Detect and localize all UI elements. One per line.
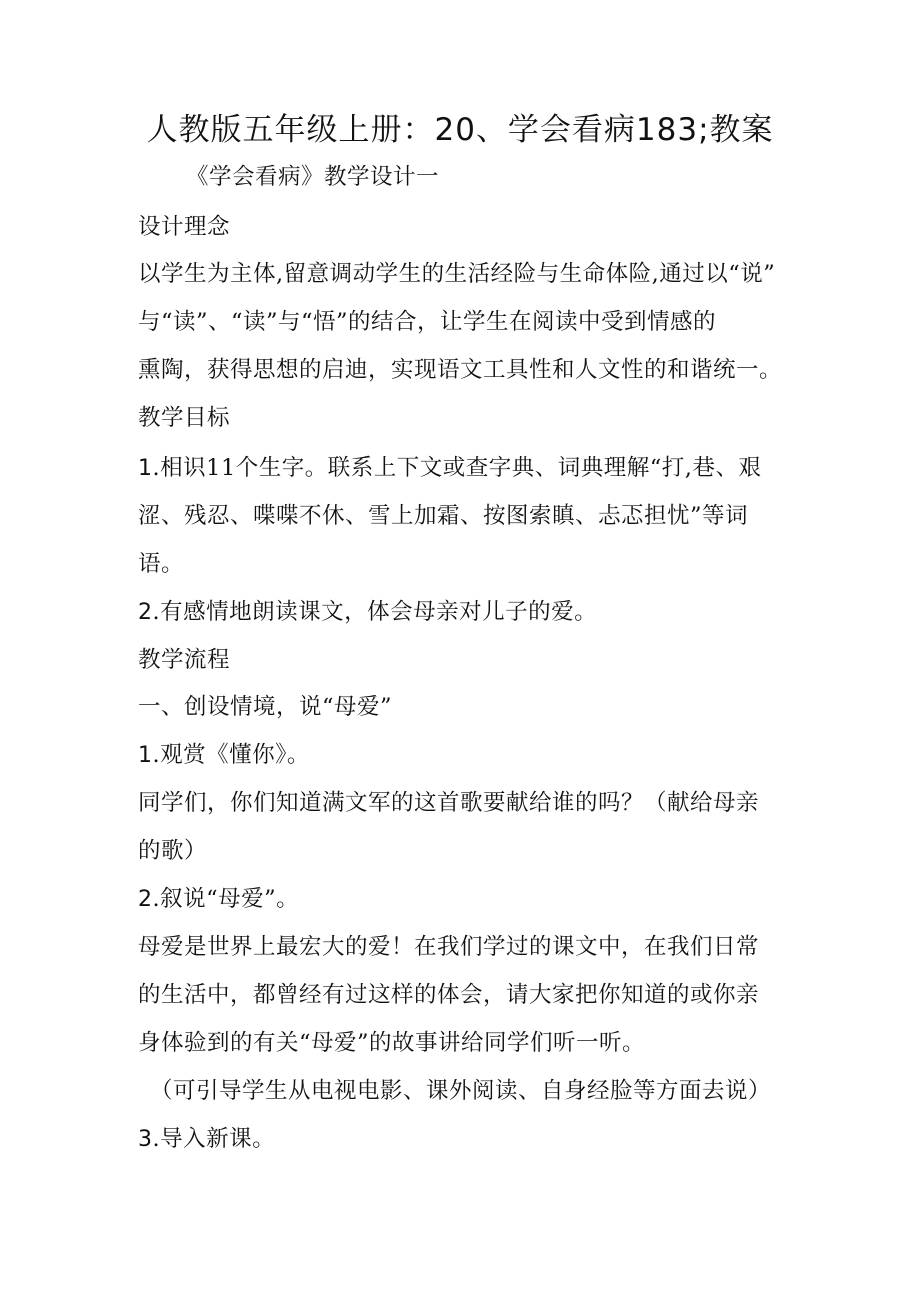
process-step-1 bbox=[138, 740, 798, 771]
section-heading-goals: 教学目标 bbox=[138, 405, 231, 431]
list-text: .相识11个生字。联系上下文或查字典、词典理解“打,巷、艰 bbox=[152, 455, 762, 481]
paragraph-line: 身体验到的有关“母爱”的故事讲给同学们听一听。 bbox=[138, 1030, 646, 1056]
list-text: .有感情地朗读课文，体会母亲对儿子的爱。 bbox=[152, 599, 598, 625]
section-heading-process: 教学流程 bbox=[138, 647, 231, 673]
document-title: 人教版五年级上册：20、学会看病183;教案 bbox=[146, 112, 774, 148]
list-number: 1 bbox=[138, 456, 153, 481]
paragraph-line: 的歌） bbox=[138, 838, 208, 864]
goal-item-2 bbox=[138, 597, 798, 628]
list-number: 3 bbox=[138, 1127, 153, 1152]
paragraph-line: 熏陶，获得思想的启迪，实现语文工具性和人文性的和谐统一。 bbox=[138, 357, 783, 383]
paragraph-line: 涩、残忍、喋喋不休、雪上加霜、按图索瞋、忐忑担忧”等词 bbox=[138, 503, 749, 529]
paragraph-line: 同学们，你们知道满文军的这首歌要献给谁的吗？（献给母亲 bbox=[138, 790, 760, 816]
document-subtitle: 《学会看病》教学设计一 bbox=[186, 164, 440, 190]
paragraph-line: 与“读”、“读”与“悟”的结合，让学生在阅读中受到情感的 bbox=[138, 309, 717, 335]
paragraph-line: 的生活中，都曾经有过这样的体会，请大家把你知道的或你亲 bbox=[138, 982, 760, 1008]
goal-item-1 bbox=[138, 453, 798, 484]
paragraph-line: 以学生为主体,留意调动学生的生活经险与生命体险,通过以“说” bbox=[138, 261, 776, 287]
process-step-3 bbox=[138, 1124, 798, 1155]
list-text: .导入新课。 bbox=[152, 1126, 276, 1152]
list-number: 2 bbox=[138, 600, 153, 625]
list-text: .叙说“母爱”。 bbox=[152, 886, 300, 912]
list-text: .观赏《懂你》。 bbox=[152, 742, 310, 768]
list-number: 2 bbox=[138, 887, 153, 912]
paragraph-line: （可引导学生从电视电影、课外阅读、自身经脸等方面去说） bbox=[150, 1078, 772, 1104]
paragraph-line: 语。 bbox=[138, 551, 185, 577]
process-step-2 bbox=[138, 884, 798, 915]
section-heading-concept: 设计理念 bbox=[138, 214, 231, 240]
list-number: 1 bbox=[138, 743, 153, 768]
process-part-1: 一、创设情境，说“母爱” bbox=[138, 694, 393, 720]
paragraph-line: 母爱是世界上最宏大的爱！在我们学过的课文中，在我们日常 bbox=[138, 934, 760, 960]
